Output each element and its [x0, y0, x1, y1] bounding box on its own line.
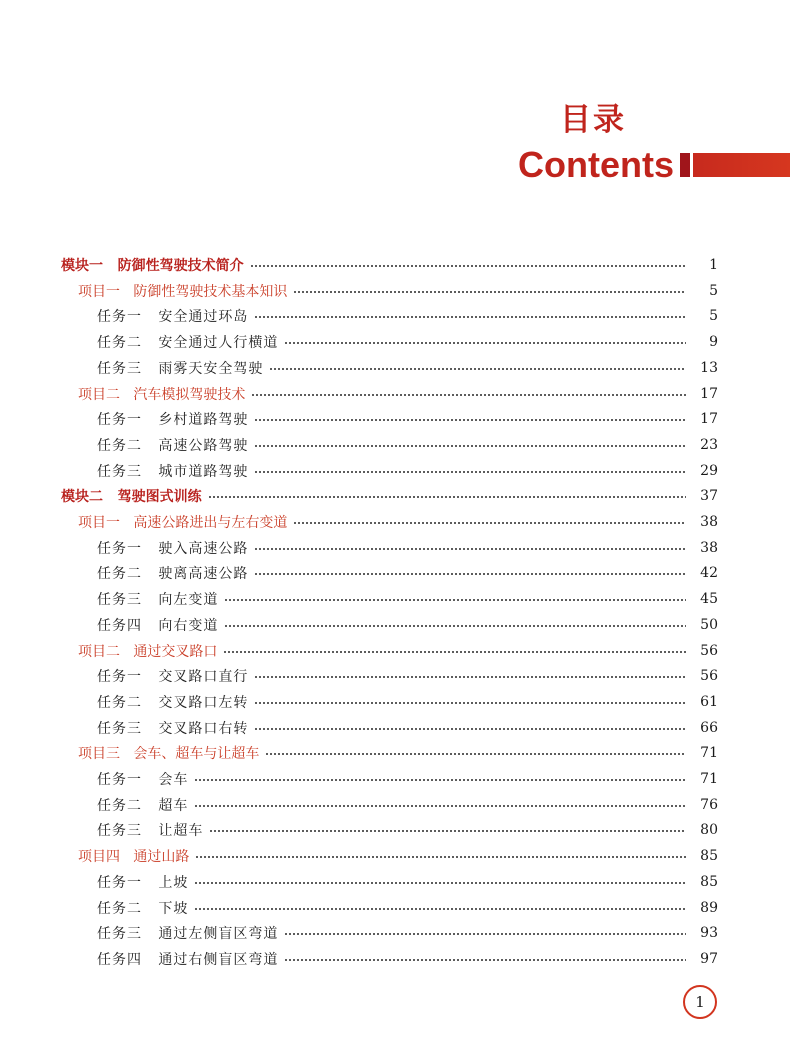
toc-entry-page: 5 — [709, 282, 718, 299]
toc-entry-page: 71 — [700, 771, 718, 787]
toc-entry-label: 任务二 驶离高速公路 — [97, 566, 249, 583]
toc-leader-dots — [265, 753, 686, 755]
toc-project-entry[interactable] — [0, 740, 790, 766]
toc-leader-dots — [293, 522, 686, 524]
toc-leader-dots — [251, 394, 686, 396]
toc-entry-page: 45 — [700, 591, 718, 608]
page-number-badge — [683, 985, 717, 1019]
toc-entry-label: 项目二 汽车模拟驾驶技术 — [78, 386, 246, 403]
toc-entry-label: 任务三 通过左侧盲区弯道 — [97, 926, 279, 943]
toc-leader-dots — [250, 265, 686, 267]
toc-task-entry[interactable] — [0, 432, 790, 458]
toc-leader-dots — [254, 702, 686, 704]
toc-entry-page: 85 — [700, 873, 718, 890]
toc-leader-dots — [209, 830, 686, 832]
toc-project-entry[interactable] — [0, 381, 790, 407]
toc-entry-page: 23 — [700, 436, 718, 453]
toc-entry-page: 29 — [700, 462, 718, 479]
toc-leader-dots — [194, 882, 686, 884]
toc-leader-dots — [254, 316, 686, 318]
page-title-cn: 目录 — [560, 102, 626, 138]
toc-task-entry[interactable] — [0, 792, 790, 818]
toc-leader-dots — [293, 291, 686, 293]
toc-task-entry[interactable] — [0, 869, 790, 895]
toc-entry-page: 76 — [700, 796, 718, 813]
toc-project-entry[interactable] — [0, 278, 790, 304]
toc-task-entry[interactable] — [0, 817, 790, 843]
toc-entry-page: 5 — [709, 308, 718, 325]
page-title-en: Contents — [518, 144, 674, 185]
toc-leader-dots — [194, 779, 686, 781]
toc-entry-page: 17 — [700, 385, 718, 402]
toc-entry-page: 71 — [700, 745, 718, 762]
toc-entry-label: 任务二 下坡 — [97, 900, 189, 917]
toc-leader-dots — [254, 548, 686, 550]
toc-entry-page: 89 — [700, 899, 718, 916]
title-decor-bar — [680, 153, 790, 177]
toc-entry-page: 85 — [700, 848, 718, 865]
toc-entry-label: 任务一 会车 — [97, 772, 189, 788]
toc-entry-label: 任务一 上坡 — [97, 874, 189, 891]
toc-task-entry[interactable] — [0, 406, 790, 432]
toc-entry-page: 9 — [709, 334, 718, 351]
toc-entry-label: 任务三 向左变道 — [97, 592, 219, 609]
toc-entry-label: 任务一 驶入高速公路 — [97, 540, 249, 557]
toc-entry-label: 模块一 防御性驾驶技术简介 — [61, 258, 244, 274]
toc-entry-label: 任务三 让超车 — [97, 823, 204, 840]
toc-entry-label: 任务一 乡村道路驾驶 — [97, 412, 249, 429]
toc-entry-label: 项目二 通过交叉路口 — [78, 643, 218, 660]
toc-leader-dots — [284, 342, 686, 344]
toc-entry-label: 任务二 高速公路驾驶 — [97, 437, 249, 454]
toc-project-entry[interactable] — [0, 509, 790, 535]
toc-leader-dots — [254, 445, 686, 447]
toc-module-entry[interactable] — [0, 252, 790, 278]
toc-task-entry[interactable] — [0, 586, 790, 612]
toc-leader-dots — [284, 959, 686, 961]
toc-entry-label: 任务二 交叉路口左转 — [97, 694, 249, 711]
toc-entry-page: 37 — [700, 488, 718, 505]
toc-leader-dots — [224, 625, 686, 627]
toc-entry-page: 66 — [700, 719, 718, 736]
toc-entry-label: 项目一 高速公路进出与左右变道 — [78, 515, 288, 531]
toc-entry-page: 17 — [700, 411, 718, 428]
toc-entry-label: 任务一 安全通过环岛 — [97, 309, 249, 326]
toc-leader-dots — [254, 573, 686, 575]
toc-leader-dots — [194, 805, 686, 807]
toc-task-entry[interactable] — [0, 689, 790, 715]
toc-entry-label: 任务三 雨雾天安全驾驶 — [97, 360, 264, 377]
toc-entry-label: 任务三 交叉路口右转 — [97, 720, 249, 737]
toc-task-entry[interactable] — [0, 663, 790, 689]
toc-leader-dots — [223, 651, 686, 653]
toc-entry-page: 13 — [700, 359, 718, 376]
toc-entry-page: 38 — [700, 514, 718, 530]
toc-module-entry[interactable] — [0, 483, 790, 509]
toc-task-entry[interactable] — [0, 612, 790, 638]
toc-entry-label: 任务二 安全通过人行横道 — [97, 335, 279, 352]
toc-leader-dots — [254, 676, 686, 678]
toc-entry-page: 1 — [709, 257, 718, 273]
toc-task-entry[interactable] — [0, 920, 790, 946]
toc-task-entry[interactable] — [0, 715, 790, 741]
toc-entry-label: 项目四 通过山路 — [78, 849, 190, 866]
toc-leader-dots — [284, 933, 686, 935]
toc-entry-page: 38 — [700, 539, 718, 556]
toc-task-entry[interactable] — [0, 303, 790, 329]
toc-task-entry[interactable] — [0, 355, 790, 381]
toc-entry-label: 任务四 向右变道 — [97, 617, 219, 634]
toc-task-entry[interactable] — [0, 895, 790, 921]
toc-entry-label: 项目三 会车、超车与让超车 — [78, 746, 260, 763]
toc-leader-dots — [194, 908, 686, 910]
toc-entry-page: 80 — [700, 822, 718, 839]
toc-leader-dots — [254, 728, 686, 730]
toc-entry-page: 56 — [700, 642, 718, 659]
toc-leader-dots — [254, 471, 686, 473]
toc-leader-dots — [195, 856, 686, 858]
toc-task-entry[interactable] — [0, 766, 790, 792]
toc-task-entry[interactable] — [0, 560, 790, 586]
toc-leader-dots — [208, 496, 686, 498]
toc-entry-label: 任务一 交叉路口直行 — [97, 669, 249, 686]
toc-entry-page: 56 — [700, 668, 718, 685]
page-number: 1 — [695, 993, 705, 1011]
toc-project-entry[interactable] — [0, 638, 790, 664]
toc-entry-page: 93 — [700, 925, 718, 942]
toc-entry-label: 项目一 防御性驾驶技术基本知识 — [78, 283, 288, 300]
toc-entry-label: 任务二 超车 — [97, 797, 189, 814]
toc-entry-label: 任务三 城市道路驾驶 — [97, 463, 249, 480]
toc-task-entry[interactable] — [0, 535, 790, 561]
toc-entry-label: 任务四 通过右侧盲区弯道 — [97, 951, 279, 968]
toc-leader-dots — [269, 368, 686, 370]
toc-entry-page: 50 — [700, 616, 718, 633]
toc-entry-page: 61 — [700, 693, 718, 710]
toc-entry-page: 42 — [700, 565, 718, 582]
toc-entry-page: 97 — [700, 950, 718, 967]
toc-task-entry[interactable] — [0, 458, 790, 484]
toc-entry-label: 模块二 驾驶图式训练 — [61, 489, 202, 506]
toc-leader-dots — [254, 419, 686, 421]
toc-project-entry[interactable] — [0, 843, 790, 869]
toc-task-entry[interactable] — [0, 329, 790, 355]
toc-task-entry[interactable] — [0, 946, 790, 972]
toc-leader-dots — [224, 599, 686, 601]
